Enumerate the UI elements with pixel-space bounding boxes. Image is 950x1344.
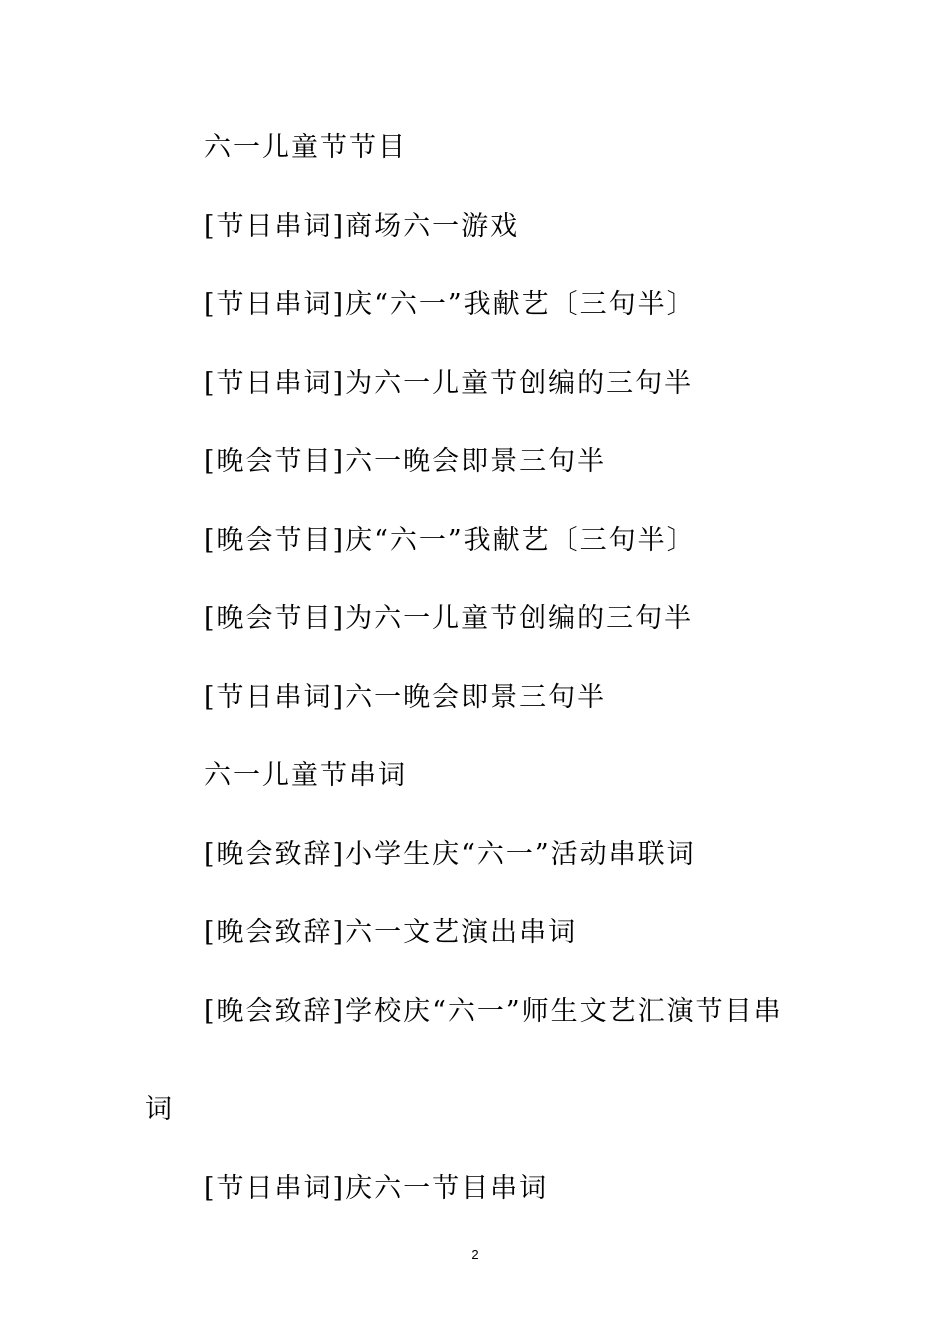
list-item: [节日串词]商场六一游戏	[204, 211, 520, 242]
list-item: [节日串词]庆“六一”我献艺〔三句半〕	[204, 289, 696, 320]
page-number: 2	[471, 1247, 479, 1262]
section-heading: 六一儿童节串词	[204, 760, 407, 791]
list-item: [晚会致辞]学校庆“六一”师生文艺汇演节目串	[204, 996, 783, 1027]
list-item: [晚会致辞]六一文艺演出串词	[204, 917, 578, 948]
list-item: [晚会节目]为六一儿童节创编的三句半	[204, 603, 694, 634]
list-item: [晚会节目]庆“六一”我献艺〔三句半〕	[204, 525, 696, 556]
list-item-continuation: 词	[145, 1094, 174, 1125]
list-item: [晚会致辞]小学生庆“六一”活动串联词	[204, 839, 696, 870]
list-item: [节日串词]为六一儿童节创编的三句半	[204, 368, 694, 399]
list-item: [节日串词]六一晚会即景三句半	[204, 682, 607, 713]
section-heading: 六一儿童节节目	[204, 132, 407, 163]
list-item: [晚会节目]六一晚会即景三句半	[204, 446, 607, 477]
list-item: [节日串词]庆六一节目串词	[204, 1173, 549, 1204]
